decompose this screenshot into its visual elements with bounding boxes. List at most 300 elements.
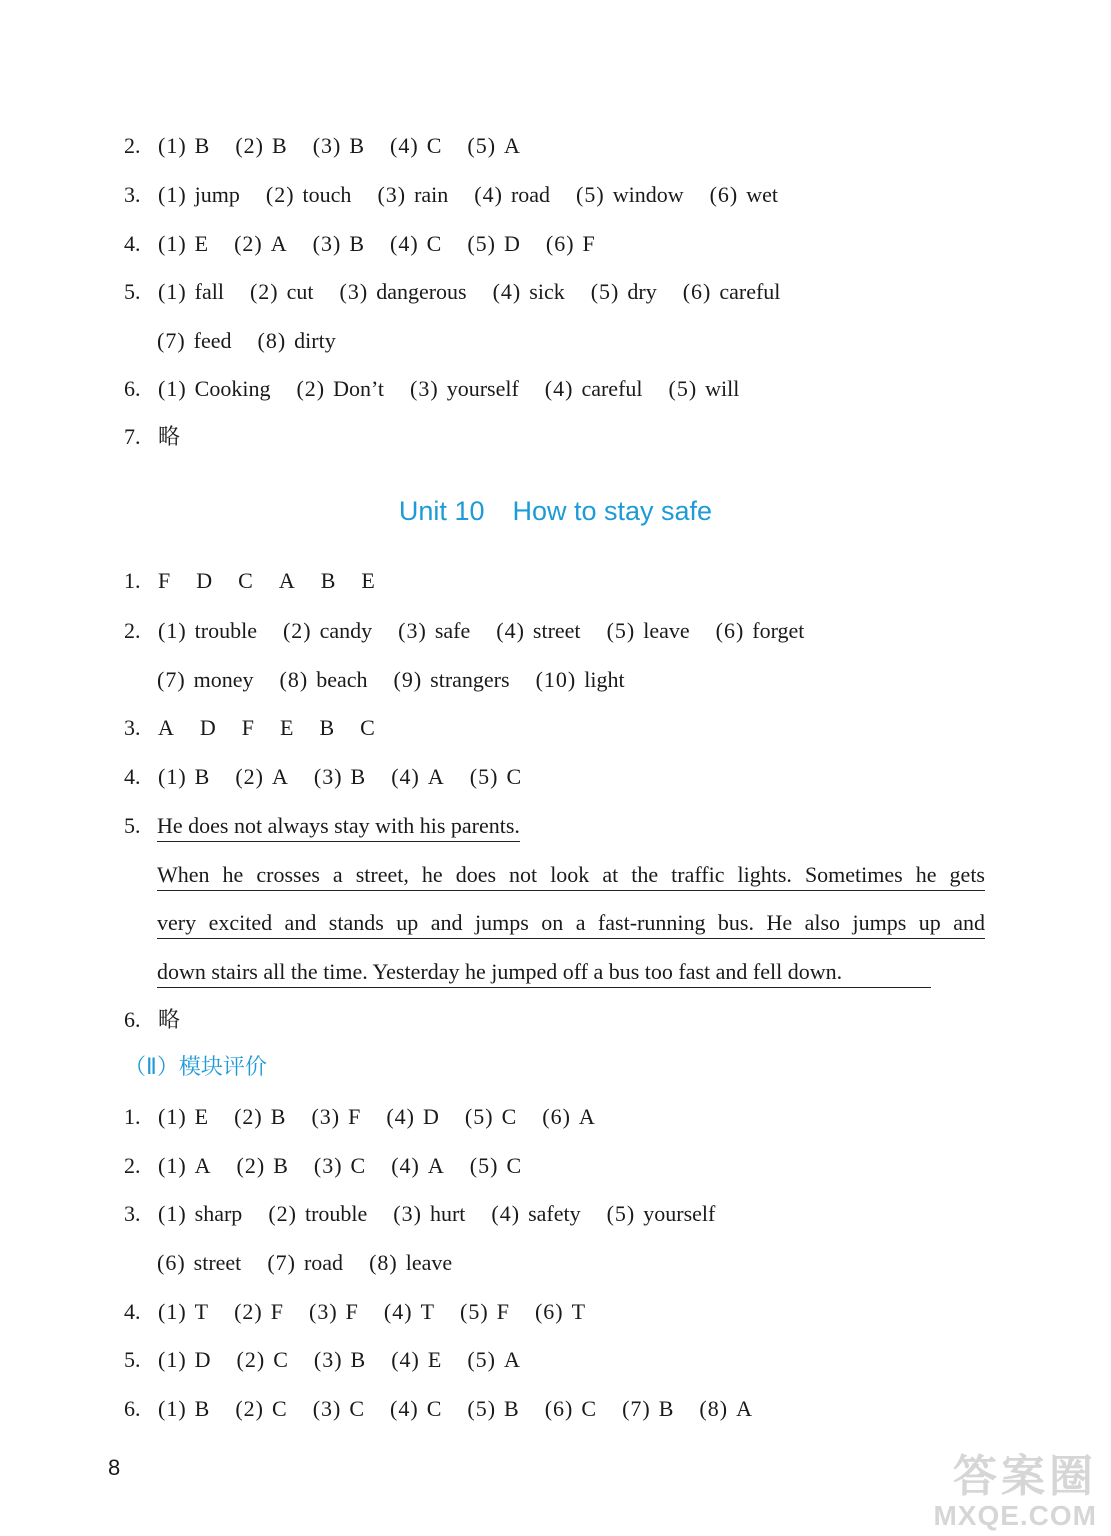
answer-item: [683, 277, 781, 307]
answer-line: [124, 374, 739, 404]
answer-text: yourself: [446, 376, 519, 401]
answer-item: [234, 229, 287, 259]
item-number: (3): [312, 1396, 342, 1421]
answer-text: A: [272, 764, 288, 789]
answer-line: [124, 1345, 520, 1375]
answer-text: leave: [643, 618, 690, 643]
question-number: 4.: [124, 764, 141, 789]
item-number: (1): [158, 1201, 187, 1226]
question-number: 2.: [124, 1153, 141, 1178]
answer-item: [158, 616, 257, 646]
answer-text: B: [320, 568, 336, 593]
answer-text: E: [194, 1104, 209, 1129]
answer-text: fall: [194, 279, 224, 304]
item-number: (6): [682, 279, 712, 304]
answer-item: [607, 616, 690, 646]
answer-item: [470, 1151, 521, 1181]
answer-item: [546, 229, 595, 259]
answer-item: [545, 374, 643, 404]
answer-text: D: [199, 715, 216, 740]
answer-text: 略: [158, 1007, 181, 1032]
answer-item: [235, 131, 286, 161]
answer-text: E: [194, 231, 209, 256]
question-number: 5.: [124, 1347, 141, 1372]
question-number: 5.: [124, 813, 141, 838]
item-number: (8): [257, 328, 287, 353]
answer-item: [157, 326, 232, 356]
answer-item: [313, 229, 364, 259]
item-number: (1): [158, 1396, 187, 1421]
answer-line: [124, 422, 180, 452]
answer-line: [124, 713, 375, 743]
answer-text: sick: [529, 279, 565, 304]
item-number: (4): [386, 1104, 416, 1129]
answer-item: [313, 131, 364, 161]
answer-text: safety: [528, 1201, 581, 1226]
answer-text: B: [194, 764, 210, 789]
item-number: (10): [535, 667, 577, 692]
underlined-answer-line-1: When he crosses a street, he does not look at the traffic lights. Sometimes he gets: [157, 860, 985, 891]
answer-text: strangers: [430, 667, 510, 692]
underlined-answer-line-2: very excited and stands up and jumps on a fast-running bus. He also jumps up and: [157, 908, 985, 939]
answer-item: [384, 1297, 434, 1327]
item-number: (5): [606, 618, 636, 643]
item-number: (7): [267, 1250, 296, 1275]
answer-item: [398, 616, 470, 646]
answer-item: [237, 1151, 288, 1181]
answer-item: [250, 277, 314, 307]
answer-text: T: [571, 1299, 586, 1324]
answer-item: [467, 1345, 520, 1375]
answer-item: [309, 1297, 358, 1327]
item-number: (3): [410, 376, 439, 401]
question-number: 5.: [124, 279, 141, 304]
answer-line-q6: [124, 1005, 180, 1035]
answer-item: [377, 180, 448, 210]
answer-text: dangerous: [376, 279, 467, 304]
answer-text: B: [504, 1396, 519, 1421]
item-number: (1): [158, 231, 187, 256]
answer-item: [467, 1394, 518, 1424]
item-number: (3): [393, 1201, 422, 1226]
answer-text: C: [426, 133, 442, 158]
answer-item: [710, 180, 778, 210]
answer-item: [470, 762, 521, 792]
item-number: (6): [544, 1396, 574, 1421]
answer-item: [669, 374, 740, 404]
item-number: (2): [235, 133, 264, 158]
answer-text: dry: [627, 279, 657, 304]
answer-item: [158, 180, 240, 210]
answer-item: [391, 1345, 441, 1375]
item-number: (1): [158, 1153, 187, 1178]
answer-text: T: [194, 1299, 209, 1324]
item-number: (5): [469, 764, 499, 789]
item-number: (6): [534, 1299, 564, 1324]
item-number: (3): [309, 1299, 338, 1324]
item-number: (1): [158, 1347, 187, 1372]
answer-item: [460, 1297, 509, 1327]
answer-item: [321, 566, 336, 596]
answer-item: [313, 1394, 364, 1424]
watermark-bottom: MXQE.COM: [933, 1500, 1097, 1531]
answer-text: E: [361, 568, 375, 593]
item-number: (9): [393, 667, 423, 692]
item-number: (8): [699, 1396, 729, 1421]
answer-text: C: [238, 568, 253, 593]
question-number: 3.: [124, 1201, 141, 1226]
underlined-answer-line-3: down stairs all the time. Yesterday he jumped off a bus too fast and fell down.: [157, 957, 931, 988]
answer-item: [716, 616, 805, 646]
answer-text: B: [349, 133, 365, 158]
item-number: (7): [157, 328, 186, 353]
answer-line: [157, 1248, 452, 1278]
answer-text: C: [360, 715, 375, 740]
answer-item: [535, 1297, 585, 1327]
answer-text: D: [423, 1104, 439, 1129]
answer-text: road: [303, 1250, 344, 1275]
answer-text: F: [496, 1299, 509, 1324]
answer-item: [699, 1394, 752, 1424]
answer-item: [390, 1394, 441, 1424]
item-number: (5): [668, 376, 698, 401]
answer-text: window: [612, 182, 684, 207]
item-number: (4): [544, 376, 574, 401]
answer-item: [591, 277, 657, 307]
answer-item: [158, 762, 209, 792]
question-number: 3.: [124, 182, 141, 207]
answer-line: [124, 566, 375, 596]
answer-line: [124, 1102, 595, 1132]
item-number: (3): [311, 1104, 341, 1129]
item-number: (4): [496, 618, 525, 643]
item-number: (6): [715, 618, 745, 643]
answer-line: [124, 1151, 521, 1181]
answer-text: B: [658, 1396, 674, 1421]
unit-name: How to stay safe: [512, 496, 713, 526]
answer-item: [314, 762, 365, 792]
answer-text: E: [427, 1347, 442, 1372]
item-number: (4): [474, 182, 503, 207]
item-number: (2): [268, 1201, 297, 1226]
question-number: 7.: [124, 424, 141, 449]
item-number: (5): [460, 1299, 489, 1324]
item-number: (5): [590, 279, 620, 304]
item-number: (4): [492, 279, 522, 304]
answer-item: [496, 616, 580, 646]
answer-item: [311, 1102, 360, 1132]
answer-text: dirty: [294, 328, 336, 353]
item-number: (1): [158, 618, 187, 643]
answer-text: B: [350, 764, 366, 789]
item-number: (5): [576, 182, 605, 207]
answer-text: forget: [752, 618, 805, 643]
item-number: (3): [377, 182, 407, 207]
answer-item: [158, 229, 208, 259]
answer-text: C: [426, 231, 442, 256]
answer-item: [536, 665, 625, 695]
answer-text: A: [504, 133, 520, 158]
answer-text: F: [241, 715, 255, 740]
answer-text: B: [270, 1104, 286, 1129]
answer-item: [390, 131, 441, 161]
question-number: 6.: [124, 1007, 141, 1032]
answer-text: A: [158, 715, 174, 740]
question-number: 3.: [124, 715, 141, 740]
item-number: (3): [313, 1347, 343, 1372]
answer-line: [124, 229, 595, 259]
answer-text: F: [582, 231, 595, 256]
answer-item: [576, 180, 684, 210]
answer-text: T: [420, 1299, 435, 1324]
answer-text: feed: [193, 328, 232, 353]
answer-item: [158, 1297, 208, 1327]
underlined-answer-first: He does not always stay with his parents.: [157, 811, 520, 842]
answer-text: B: [273, 1153, 288, 1178]
answer-text: C: [506, 1153, 522, 1178]
answer-text: A: [270, 231, 287, 256]
answer-text: C: [506, 764, 522, 789]
item-number: (5): [469, 1153, 499, 1178]
item-number: (6): [545, 231, 575, 256]
answer-text: jump: [194, 182, 240, 207]
answer-item: [234, 1297, 283, 1327]
answer-text: D: [196, 568, 213, 593]
answer-text: Don’t: [333, 376, 385, 401]
answer-text: B: [272, 133, 287, 158]
answer-item: [242, 713, 254, 743]
item-number: (1): [158, 1104, 187, 1129]
answer-text: B: [194, 133, 210, 158]
answer-text: rain: [414, 182, 449, 207]
item-number: (8): [369, 1250, 398, 1275]
answer-text: trouble: [194, 618, 257, 643]
answer-item: [474, 180, 550, 210]
answer-text: cut: [286, 279, 314, 304]
item-number: (8): [279, 667, 309, 692]
section-label: （Ⅱ）模块评价: [124, 1055, 267, 1080]
item-number: (1): [158, 1299, 187, 1324]
answer-item: [158, 1345, 211, 1375]
answer-line: [124, 762, 521, 792]
answer-item: [319, 713, 334, 743]
item-number: (3): [312, 231, 342, 256]
item-number: (4): [383, 1299, 413, 1324]
answer-text: touch: [302, 182, 352, 207]
answer-text: C: [501, 1104, 517, 1129]
item-number: (2): [234, 231, 263, 256]
item-number: (6): [542, 1104, 571, 1129]
item-number: (2): [235, 764, 264, 789]
answer-text: A: [504, 1347, 520, 1372]
answer-item: [391, 762, 444, 792]
answer-text: A: [194, 1153, 211, 1178]
answer-item: [158, 1102, 208, 1132]
answer-item: [158, 277, 224, 307]
answer-item: [545, 1394, 596, 1424]
answer-line: [124, 131, 520, 161]
answer-item: [314, 1151, 365, 1181]
answer-item: [465, 1102, 516, 1132]
answer-text: candy: [319, 618, 373, 643]
item-number: (2): [236, 1153, 266, 1178]
answer-text: C: [349, 1396, 365, 1421]
answer-text: B: [349, 231, 364, 256]
answer-text: street: [532, 618, 581, 643]
question-number: 4.: [124, 231, 141, 256]
answer-text: C: [273, 1347, 288, 1372]
answer-line: [124, 1297, 585, 1327]
answer-text: wet: [746, 182, 779, 207]
answer-text: trouble: [304, 1201, 368, 1226]
answer-text: D: [194, 1347, 211, 1372]
answer-text: C: [350, 1153, 366, 1178]
question-number: 1.: [124, 1104, 141, 1129]
answer-text: B: [194, 1396, 210, 1421]
item-number: (1): [158, 376, 187, 401]
answer-text: A: [278, 568, 295, 593]
question-number: 6.: [124, 1396, 141, 1421]
answer-text: street: [193, 1250, 242, 1275]
answer-item: [158, 131, 209, 161]
answer-item: [394, 665, 510, 695]
answer-item: [280, 713, 293, 743]
answer-line: [157, 665, 625, 695]
answer-item: [235, 762, 288, 792]
answer-item: [196, 566, 212, 596]
answer-text: sharp: [194, 1201, 243, 1226]
item-number: (7): [157, 667, 186, 692]
answer-text: safe: [434, 618, 471, 643]
item-number: (4): [391, 764, 420, 789]
answer-item: [157, 1248, 241, 1278]
answer-item: [280, 665, 368, 695]
answer-text: light: [584, 667, 625, 692]
answer-text: hurt: [429, 1201, 466, 1226]
answer-text: Cooking: [194, 376, 271, 401]
answer-text: D: [504, 231, 520, 256]
answer-line: [124, 277, 780, 307]
answer-item: [360, 713, 375, 743]
item-number: (2): [282, 618, 312, 643]
answer-item: [491, 1199, 580, 1229]
watermark-top: 答案圈: [953, 1452, 1097, 1501]
question-number: 6.: [124, 376, 141, 401]
answer-text: F: [158, 568, 171, 593]
item-number: (1): [158, 133, 187, 158]
unit-title: [0, 494, 1111, 528]
item-number: (2): [234, 1299, 263, 1324]
item-number: (1): [158, 279, 187, 304]
item-number: (5): [464, 1104, 494, 1129]
item-number: (5): [606, 1201, 636, 1226]
item-number: (3): [398, 618, 427, 643]
question-number: 4.: [124, 1299, 141, 1324]
item-number: (2): [296, 376, 326, 401]
answer-item: [410, 374, 519, 404]
item-number: (2): [265, 182, 295, 207]
answer-item: [283, 616, 372, 646]
answer-line: [124, 1199, 715, 1229]
answer-item: [158, 1394, 209, 1424]
answer-item: [369, 1248, 452, 1278]
answer-item: [158, 713, 174, 743]
answer-item: [158, 566, 170, 596]
answer-item: [158, 374, 270, 404]
answer-text: B: [350, 1347, 366, 1372]
answer-item: [361, 566, 374, 596]
answer-item: [296, 374, 384, 404]
answer-text: C: [581, 1396, 597, 1421]
page-number: 8: [108, 1455, 121, 1480]
item-number: (4): [390, 133, 419, 158]
answer-item: [493, 277, 565, 307]
answer-line: [124, 616, 804, 646]
answer-text: E: [280, 715, 294, 740]
question-number: 1.: [124, 568, 141, 593]
answer-text: C: [272, 1396, 287, 1421]
answer-item: [279, 566, 295, 596]
item-number: (4): [391, 1153, 420, 1178]
answer-item: [158, 422, 180, 452]
item-number: (5): [467, 231, 496, 256]
answer-text: B: [319, 715, 335, 740]
answer-item: [386, 1102, 439, 1132]
unit-number: Unit 10: [398, 496, 485, 526]
item-number: (1): [158, 182, 187, 207]
answer-line-q5: [124, 811, 158, 841]
answer-item: [390, 229, 441, 259]
answer-text: 略: [158, 424, 181, 449]
item-number: (5): [467, 133, 497, 158]
answer-item: [235, 1394, 286, 1424]
answer-line: [124, 1394, 752, 1424]
answer-item: [238, 566, 253, 596]
answer-text: A: [427, 764, 444, 789]
answer-text: money: [193, 667, 254, 692]
answer-text: road: [510, 182, 551, 207]
answer-item: [340, 277, 467, 307]
answer-item: [158, 1151, 211, 1181]
answer-text: F: [270, 1299, 284, 1324]
item-number: (4): [390, 1396, 419, 1421]
item-number: (2): [249, 279, 279, 304]
answer-item: [314, 1345, 365, 1375]
answer-item: [268, 1199, 367, 1229]
item-number: (7): [622, 1396, 651, 1421]
answer-item: [393, 1199, 465, 1229]
watermark-logo: [907, 1440, 1097, 1531]
question-number: 2.: [124, 133, 141, 158]
answer-line: [124, 180, 778, 210]
answer-item: [258, 326, 336, 356]
answer-item: [267, 1248, 343, 1278]
answer-item: [200, 713, 216, 743]
answer-text: A: [578, 1104, 595, 1129]
answer-text: leave: [405, 1250, 453, 1275]
answer-text: careful: [719, 279, 781, 304]
item-number: (4): [390, 231, 419, 256]
item-number: (2): [235, 1396, 264, 1421]
answer-text: beach: [316, 667, 368, 692]
item-number: (3): [312, 133, 342, 158]
item-number: (1): [158, 764, 187, 789]
item-number: (5): [467, 1347, 496, 1372]
item-number: (2): [236, 1347, 266, 1372]
answer-item: [391, 1151, 444, 1181]
item-number: (4): [491, 1201, 521, 1226]
answer-text: yourself: [643, 1201, 716, 1226]
